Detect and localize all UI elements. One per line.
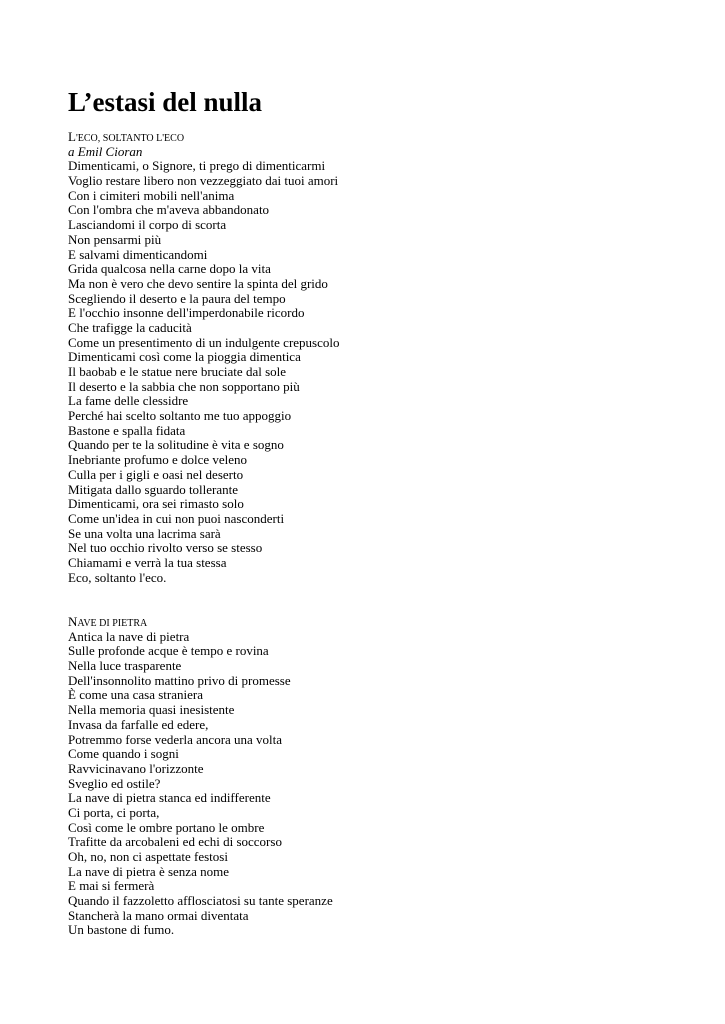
poem-lines [68,159,688,585]
poem-line: Nella luce trasparente [68,658,182,674]
poem-title [68,615,688,630]
poem-line: Come un presentimento di un indulgente crepuscolo [68,334,340,350]
poem-line: Ravvicinavano l'orizzonte [68,760,204,776]
poem-line: E l'occhio insonne dell'imperdonabile ricordo [68,305,305,321]
poem-line: Chiamami e verrà la tua stessa [68,554,227,570]
poem-line: Il deserto e la sabbia che non sopportano più [68,378,300,394]
poem-line: Perché hai scelto soltanto me tuo appoggio [68,408,292,424]
poem-line: Bastone e spalla fidata [68,422,186,438]
poem-line: Eco, soltanto l'eco. [68,569,167,585]
poem-line: Se una volta una lacrima sarà [68,525,221,541]
poem-nave-di-pietra [68,615,688,938]
poem-line: Ma non è vero che devo sentire la spinta del grido [68,275,328,291]
poem-line: Voglio restare libero non vezzeggiato dai tuoi amori [68,173,339,189]
poem-line: Quando per te la solitudine è vita e sogno [68,437,284,453]
book-title: L’estasi del nulla [68,87,263,117]
poem-line: Antica la nave di pietra [68,628,190,644]
poem-line: Scegliendo il deserto e la paura del tempo [68,290,286,306]
poem-line: La nave di pietra è senza nome [68,863,229,879]
poem-line: Così come le ombre portano le ombre [68,819,265,835]
poem-lines [68,630,688,938]
poem-line: Che trafigge la caducità [68,319,192,335]
poem-title-initial: L [68,129,76,144]
poem-line: Ci porta, ci porta, [68,804,160,820]
poem-line: Mitigata dallo sguardo tollerante [68,481,239,497]
poem-line: Dell'insonnolito mattino privo di promesse [68,672,291,688]
poem-line: Il baobab e le statue nere bruciate dal sole [68,364,287,379]
poem-line: Grida qualcosa nella carne dopo la vita [68,261,271,277]
poem-line: E salvami dimenticandomi [68,246,208,262]
poem-line: Stancherà la mano ormai diventata [68,907,249,923]
poem-dedication: a Emil Cioran [68,143,143,159]
poem-line: Trafitte da arcobaleni ed echi di soccorso [68,834,282,850]
poem-line: Non pensarmi più [68,231,162,247]
poem-title-rest: AVE DI PIETRA [77,618,148,629]
poem-line: Culla per i gigli e oasi nel deserto [68,466,244,482]
poem-line: Invasa da farfalle ed edere, [68,716,209,732]
poem-line: Nella memoria quasi inesistente [68,702,235,718]
poem-line: La nave di pietra stanca ed indifferente [68,790,271,806]
poem-line: Sveglio ed ostile? [68,775,161,791]
poem-line: Nel tuo occhio rivolto verso se stesso [68,540,263,556]
poem-line: Lasciandomi il corpo di scorta [68,217,227,233]
poem-line: E mai si fermerà [68,878,155,894]
poem-line: Come un'idea in cui non puoi nasconderti [68,510,285,526]
poem-line: Quando il fazzoletto afflosciatosi su tante speranze [68,893,333,909]
poem-line: Con i cimiteri mobili nell'anima [68,187,235,203]
poem-line: È come una casa straniera [68,687,203,703]
poem-line: Come quando i sogni [68,746,179,762]
poem-line: La fame delle clessidre [68,393,189,409]
poem-line: Sulle profonde acque è tempo e rovina [68,643,269,659]
poem-title-initial: N [68,614,78,629]
poem-title-rest: 'ECO, SOLTANTO L'ECO [75,133,185,144]
poem-line: Inebriante profumo e dolce veleno [68,452,248,468]
poem-line: Con l'ombra che m'aveva abbandonato [68,202,270,218]
poem-line: Dimenticami così come la pioggia dimentica [68,349,301,365]
poem-eco [68,130,688,585]
poem-line: Un bastone di fumo. [68,922,175,938]
poem-line: Potremmo forse vederla ancora una volta [68,731,283,747]
poem-line: Oh, no, non ci aspettate festosi [68,849,228,864]
poem-title [68,130,688,145]
poem-line: Dimenticami, o Signore, ti prego di dimenticarmi [68,158,326,174]
poem-line: Dimenticami, ora sei rimasto solo [68,496,244,512]
